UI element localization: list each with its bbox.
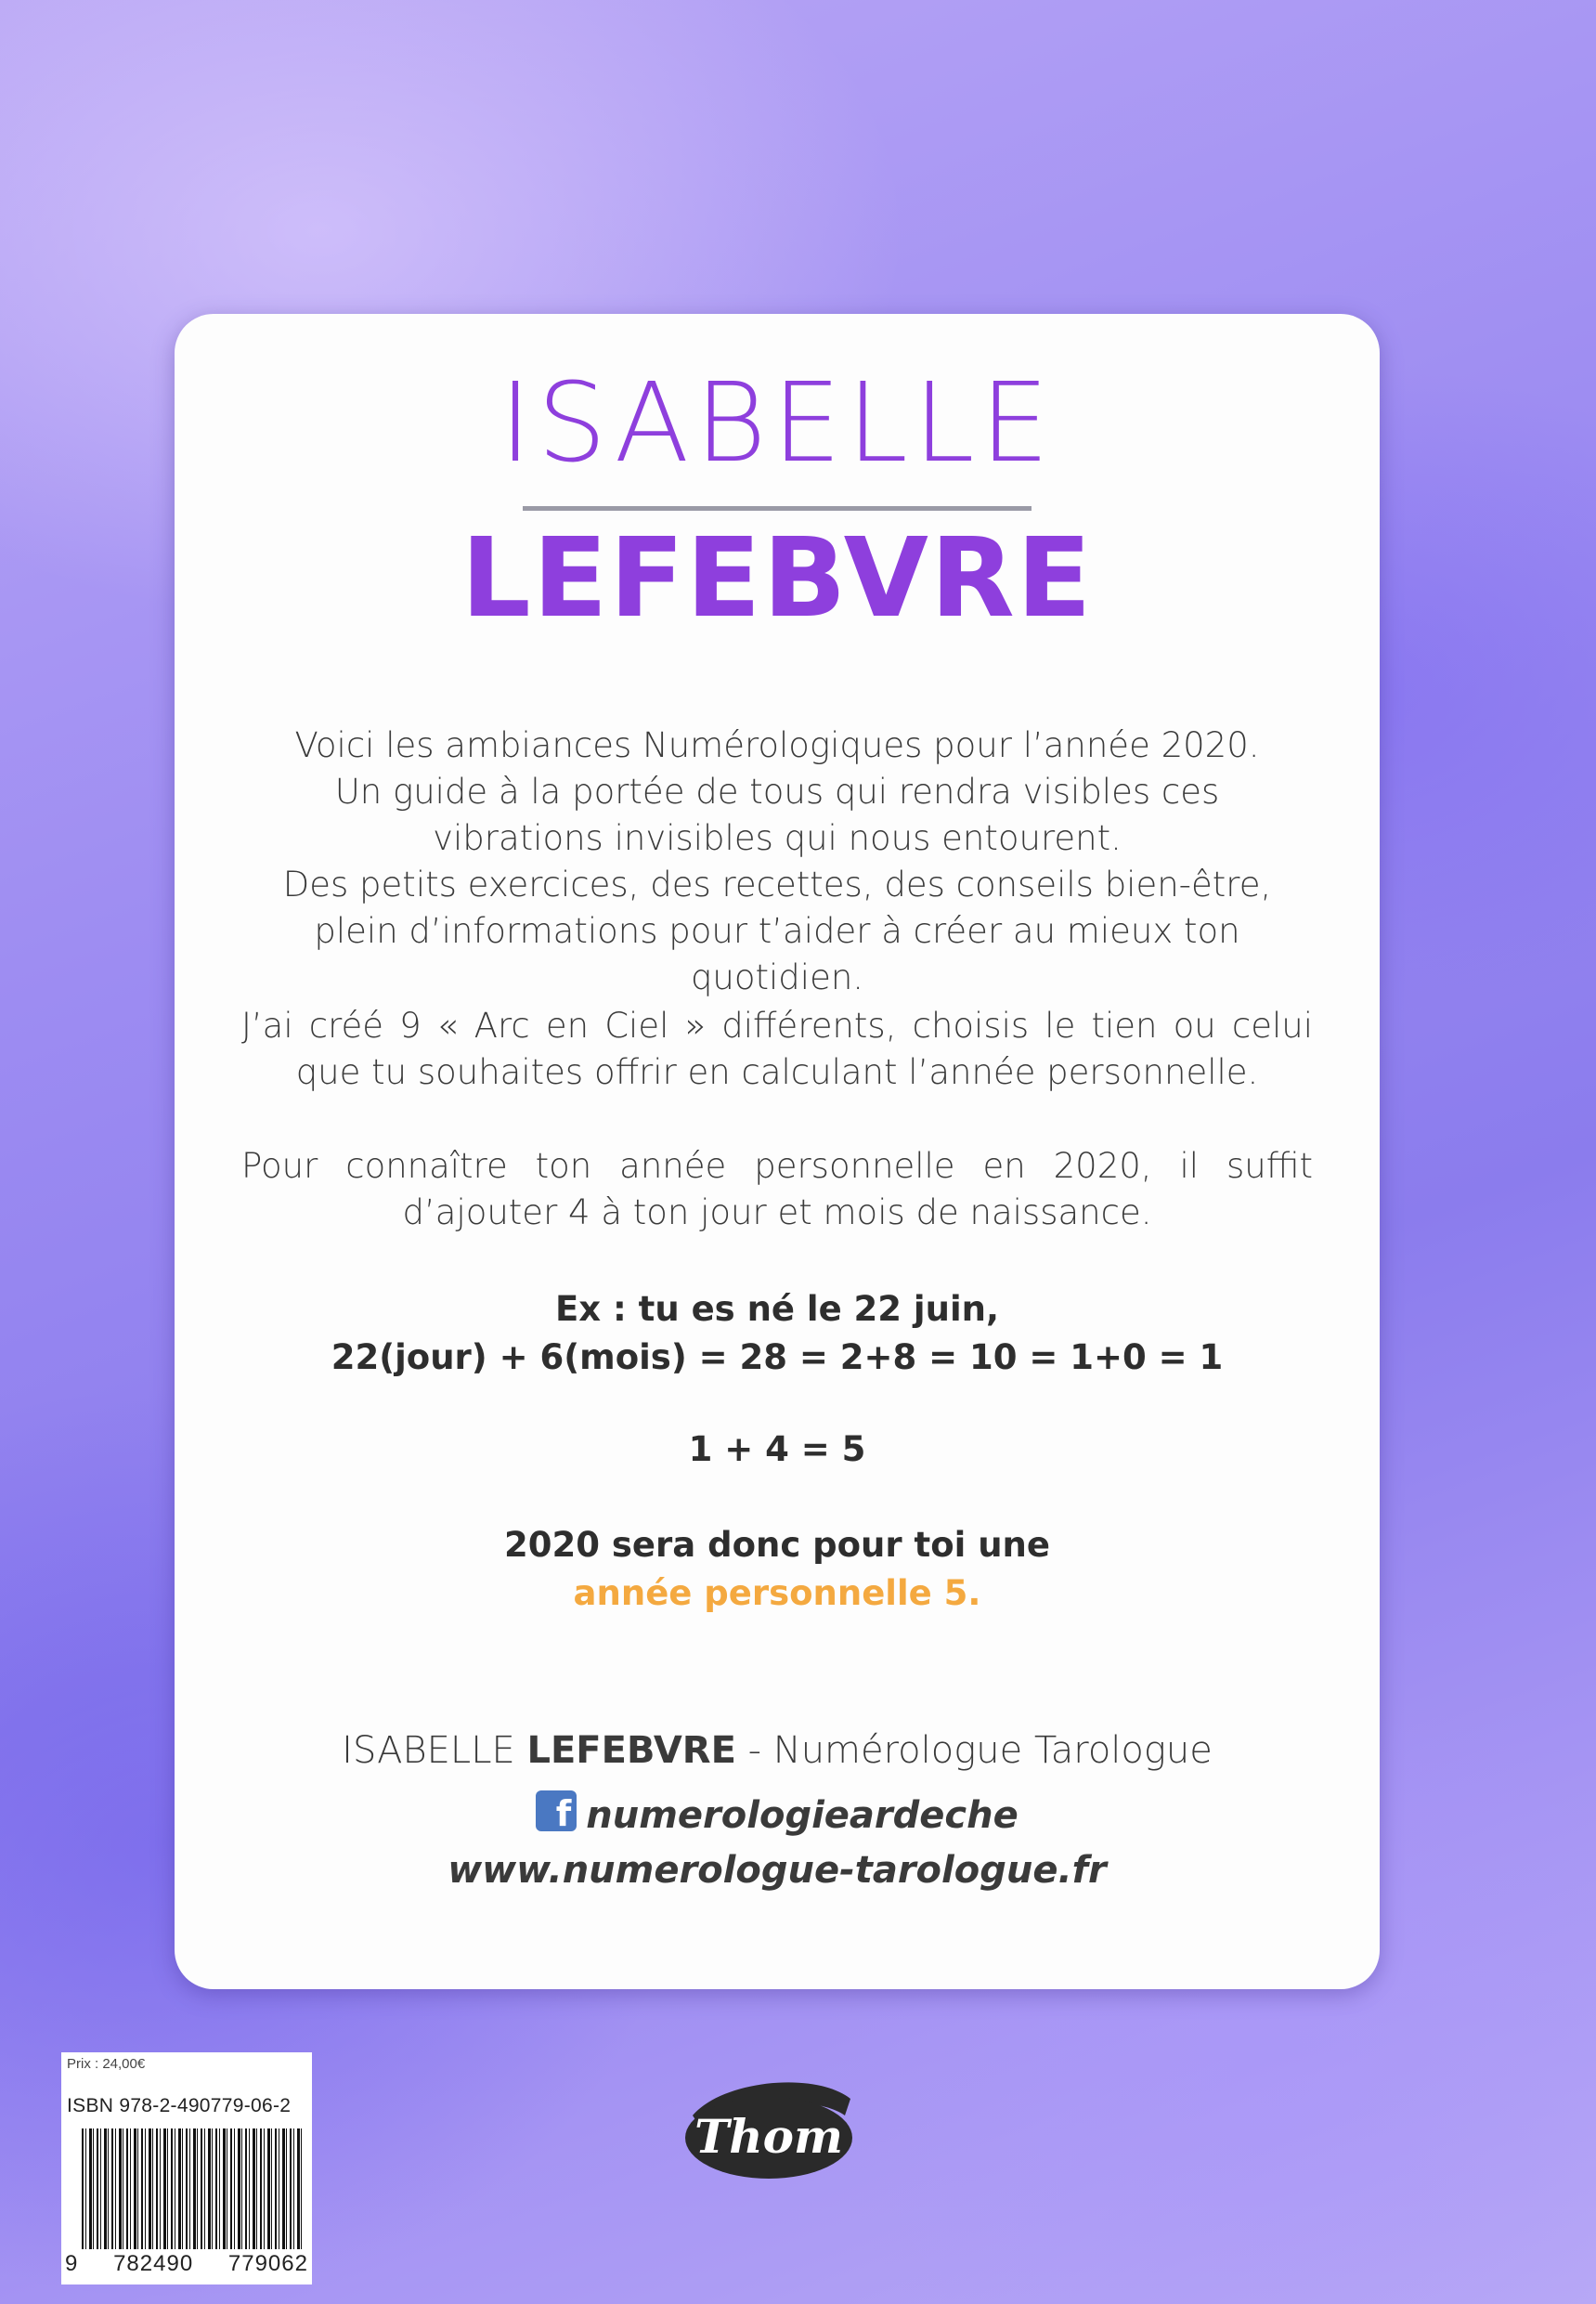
blurb-paragraph-2: J’ai créé 9 « Arc en Ciel » différents, choisis le tien ou celui que tu souhaites offrir en calculant l’année personnelle.	[241, 1006, 1313, 1092]
contact-author-line	[175, 1729, 1380, 1772]
example-intro: Ex : tu es né le 22 juin,	[554, 1289, 1000, 1329]
blurb-line: Voici les ambiances Numérologiques pour l’année 2020.	[294, 725, 1260, 765]
example-calculation	[175, 1285, 1380, 1382]
personal-year-highlight: année personnelle 5.	[573, 1573, 981, 1613]
logo-text: Thom	[694, 2109, 843, 2164]
barcode-digits	[65, 2251, 308, 2277]
barcode-bars	[82, 2128, 303, 2249]
blurb-line: Un guide à la portée de tous qui rendra visibles ces vibrations invisibles qui nous entourent.	[334, 772, 1220, 858]
author-divider	[523, 506, 1032, 511]
facebook-handle[interactable]: numerologieardeche	[586, 1794, 1019, 1837]
author-last-name: LEFEBVRE	[461, 514, 1094, 642]
blurb-line: Des petits exercices, des recettes, des conseils bien-être, plein d’informations pour t’aider à créer au mieux ton quotidien.	[282, 865, 1272, 997]
contact-first-name: ISABELLE	[342, 1729, 515, 1772]
example-conclusion	[175, 1521, 1380, 1618]
barcode-digit-group: 9	[65, 2251, 79, 2276]
barcode-digit-group: 779062	[227, 2251, 308, 2276]
barcode-digit-group: 782490	[113, 2251, 194, 2276]
contact-role: - Numérologue Tarologue	[735, 1729, 1213, 1772]
facebook-icon: f	[536, 1790, 577, 1831]
blurb-paragraph-3: Pour connaître ton année personnelle en 2020, il suffit d’ajouter 4 à ton jour et mois de naissance.	[241, 1146, 1313, 1232]
isbn-label: ISBN 978-2-490779-06-2	[67, 2095, 292, 2116]
example-result: 1 + 4 = 5	[688, 1429, 866, 1469]
contact-facebook-line	[175, 1790, 1380, 1837]
info-card	[175, 314, 1380, 1989]
author-first-name: ISABELLE	[499, 358, 1056, 487]
blurb-paragraph-1	[241, 722, 1313, 1001]
contact-last-name: LEFEBVRE	[526, 1729, 736, 1772]
publisher-logo	[676, 2062, 862, 2201]
example-formula: 22(jour) + 6(mois) = 28 = 2+8 = 10 = 1+0 = 1	[331, 1337, 1224, 1377]
price-label: Prix : 24,00€	[67, 2056, 146, 2072]
contact-website[interactable]: www.numerologue-tarologue.fr	[448, 1849, 1107, 1892]
barcode-block	[61, 2052, 312, 2284]
conclusion-text: 2020 sera donc pour toi une	[504, 1525, 1050, 1565]
